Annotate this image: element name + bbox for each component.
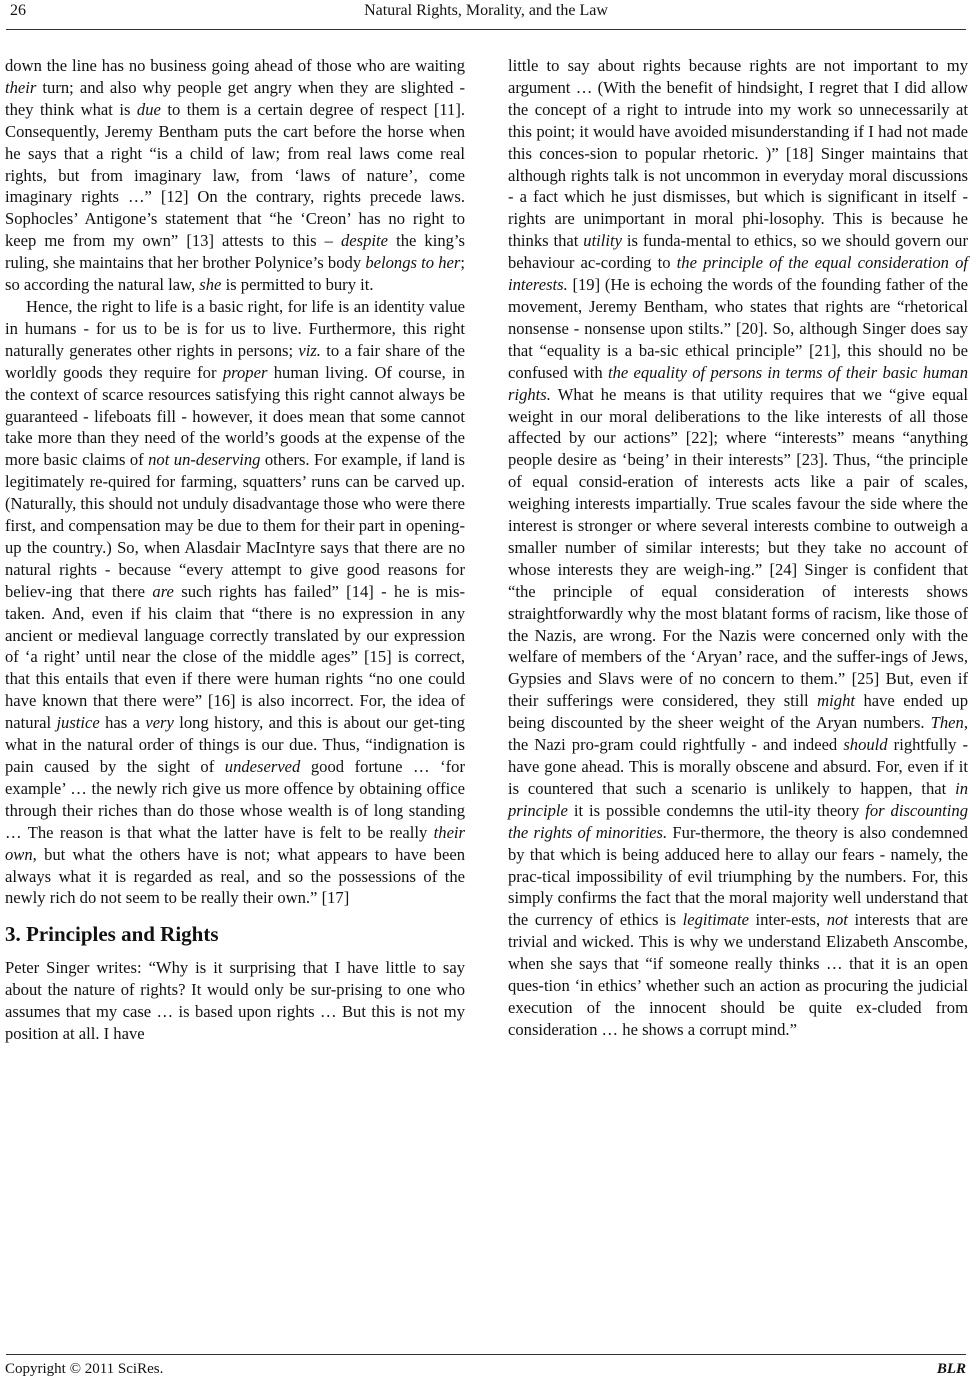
paragraph — [5, 55, 465, 296]
text-run: to them is a certain degree of respect [11]. Consequently, Jeremy Bentham puts the cart before the horse when he says that a right “is a child of law; from real laws come real rights, but from imaginary law, from ‘laws of nature’, come imaginary rights …” [12] On the contrary, rights precede laws. Sophocles’ Antigone’s statement that “he ‘Creon’ has no right to keep me from my own” [13] attests to this – — [5, 99, 465, 251]
section-heading: 3. Principles and Rights — [5, 922, 219, 947]
italic-run: justice — [56, 713, 100, 733]
text-run: turn; and also why people get angry when they are slighted - they think what is — [5, 77, 465, 119]
text-run: ; so according the natural law, — [5, 253, 465, 295]
text-run: has a — [99, 713, 146, 733]
text-run: the king’s ruling, she maintains that her brother Polynice’s body — [5, 231, 465, 273]
page-number: 26 — [10, 2, 26, 19]
text-run: Peter Singer writes: “Why is it surprising that I have little to say about the nature of rights? It would only be sur-prising to one who assumes that my case … is based upon rights … But this is not my position at all. I have — [5, 958, 465, 1044]
right-column — [508, 55, 968, 1041]
text-run: Fur-thermore, the theory is also condemned by that which is being adduced here to allay our fears - namely, the prac-tical impossibility of evil triumphing by the numbers. For, this simply confirms the fact that the moral majority well understand that the currency of ethics is — [508, 822, 968, 930]
text-run: such rights has failed” [14] - he is mis-taken. And, even if his claim that “there is no expression in any ancient or medieval language correctly translated by our expression of ‘a right’ until near the close of the middle ages” [15] is correct, that this entails that even if there were human rights “no one could have known that there were” [16] is also incorrect. For, the idea of natural — [5, 581, 465, 733]
italic-run: should — [843, 735, 888, 755]
italic-run: for discounting the rights of minorities. — [508, 800, 968, 842]
text-run: , the Nazi pro-gram could rightfully - and indeed — [508, 713, 968, 755]
italic-run: are — [152, 581, 174, 601]
italic-run: undeserved — [224, 757, 301, 776]
italic-run: not un-deserving — [148, 450, 261, 470]
text-run: interests that are trivial and wicked. This is why we understand Elizabeth Anscombe, when she says that “if someone really thinks … that it is an open ques-tion ‘in ethics’ whether such an action as procuring the judicial execution of the innocent should be quite ex-cluded from consideration … he shows a corrupt mind.” — [508, 910, 968, 1039]
italic-run: might — [817, 691, 855, 711]
text-run: Hence, the right to life is a basic right, for life is an identity value in humans - for us to be is for us to live. Furthermore, this right naturally generates other rights in persons; — [5, 296, 465, 360]
text-run: down the line has no business going ahead of those who are waiting — [5, 56, 465, 75]
text-run: is permitted to bury it. — [221, 275, 374, 295]
text-run: , but what the others have is not; what appears to have been always what it is regarded as real, and so the possessions of the newly rich do not seem to be really their own.” [17] — [5, 844, 465, 908]
header-divider — [6, 29, 966, 30]
text-run: have ended up being discounted by the sheer weight of the Aryan numbers. — [508, 691, 969, 733]
text-run: is funda-mental to ethics, so we should govern our behaviour ac-cording to — [508, 231, 968, 273]
italic-run: the principle of the equal consideration of interests. — [508, 253, 968, 295]
journal-abbreviation: BLR — [936, 1361, 966, 1377]
text-run: inter-ests, — [748, 910, 827, 930]
italic-run: due — [136, 99, 161, 119]
paragraph — [5, 957, 465, 1045]
footer-divider — [6, 1354, 966, 1355]
italic-run: the equality of persons in terms of their basic human rights. — [508, 362, 968, 404]
copyright-notice: Copyright © 2011 SciRes. — [5, 1361, 164, 1377]
text-run: little to say about rights because rights are not important to my argument … (With the benefit of hindsight, I regret that I did allow the concept of a right to intrude into my work so unnecessarily at this point; it would have avoided misunderstanding if I had not made this conces-sion to popular rhetoric. )” [18] Singer maintains that although rights talk is not uncommon in everyday moral discussions - a fact which he just dismisses, but which is significant in itself - rights are unimportant in moral phi-losophy. This is because he thinks that — [508, 56, 968, 251]
text-run: What he means is that utility requires that we “give equal weight in our moral deliberations to the like interests of all those affected by our actions” [22]; where “interests” means “anything people desire as ‘being’ in their interests” [23]. Thus, “the principle of equal consid-eration of interests acts like a pair of scales, weighing interests impartially. True scales favour the side where the interest is stronger or where several interests combine to outweigh a smaller number of similar interests; but they take no account of whose interests they are weigh-ing.” [24] Singer is confident that “the principle of equal consideration of interests shows straightforwardly why the most blatant forms of racism, like those of the Nazis, are wrong. For the Nazis were concerned only with the welfare of members of the ‘Aryan’ race, and the suffer-ings of Jews, Gypsies and Slavs were of no concern to them.” [25] But, even if their sufferings were considered, they still — [508, 384, 968, 711]
italic-run: despite — [341, 231, 389, 251]
italic-run: very — [145, 713, 174, 733]
italic-run: proper — [222, 362, 268, 382]
page-footer — [0, 1361, 972, 1383]
italic-run: their own — [5, 822, 465, 864]
page-header — [0, 0, 972, 30]
italic-run: not — [826, 910, 848, 930]
text-run: it is possible condemns the util-ity theory — [567, 800, 866, 820]
text-run: rightfully - have gone ahead. This is morally obscene and absurd. For, even if it is countered that such a scenario is unlikely to happen, that — [508, 735, 968, 798]
italic-run: belongs to her — [365, 253, 461, 273]
text-run: human living. Of course, in the context of scarce resources satisfying this right cannot always be guaranteed - lifeboats fill - however, it does mean that some cannot take more than they need of the world’s goods at the expense of the more basic claims of — [5, 362, 465, 470]
paragraph — [5, 296, 465, 909]
text-run: long history, and this is about our get-ting what in the natural order of things is our due. Thus, “indignation is pain caused by the sight of — [5, 713, 465, 776]
italic-run: she — [199, 275, 222, 295]
text-run: others. For example, if land is legitimately re-quired for farming, squatters’ runs can be carved up. (Naturally, this should not unduly disadvantage those who were there first, and compensation may be due to them for their part in opening-up the country.) So, when Alasdair MacIntyre says that there are no natural rights - because “every attempt to give good reasons for believ-ing that there — [5, 450, 465, 601]
running-title: Natural Rights, Morality, and the Law — [364, 2, 608, 19]
italic-run: their — [5, 77, 37, 97]
text-run: [19] (He is echoing the words of the founding father of the movement, Jeremy Bentham, who states that rights are “rhetorical nonsense - nonsense upon stilts.” [20]. So, although Singer does say that “equality is a ba-sic ethical principle” [21], this should no be confused with — [508, 275, 968, 382]
italic-run: legitimate — [682, 910, 749, 930]
italic-run: utility — [583, 231, 622, 251]
left-column — [5, 55, 465, 1045]
italic-run: Then — [930, 713, 964, 733]
paragraph — [508, 55, 968, 1041]
italic-run: viz. — [298, 340, 321, 360]
text-run: good fortune … ‘for example’ … the newly rich give us more offence by obtaining office through their riches than do those whose wealth is of long standing … The reason is that what the latter have is felt to be really — [5, 757, 465, 842]
italic-run: in principle — [508, 778, 968, 820]
text-run: to a fair share of the worldly goods they require for — [5, 340, 466, 382]
